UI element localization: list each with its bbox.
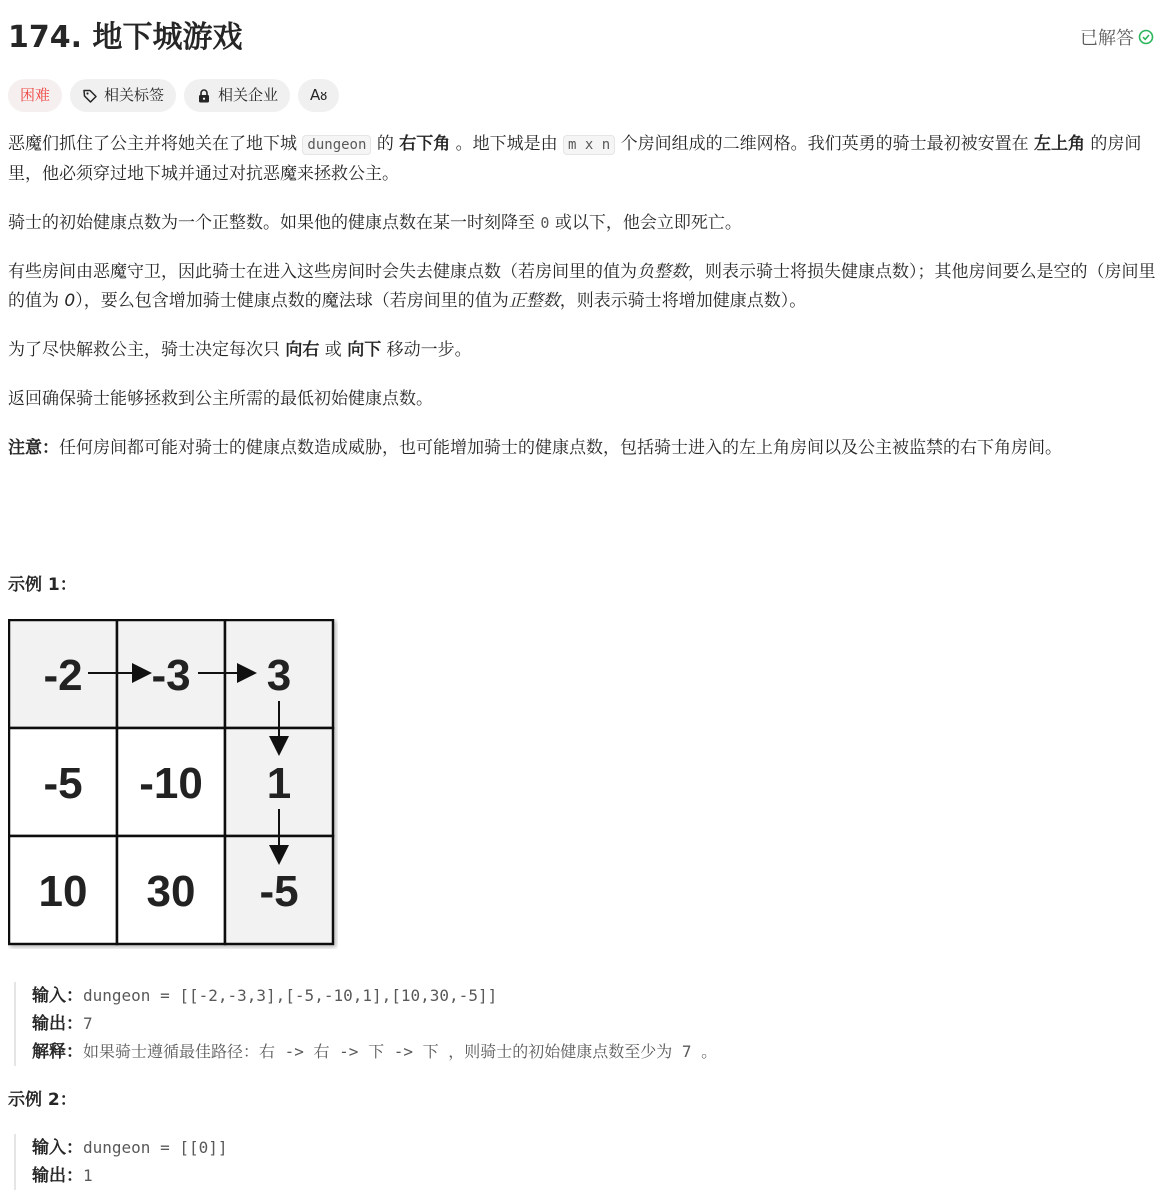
example-2-io [14,1134,228,1190]
example-1-explanation: 解释：如果骑士遵循最佳路径：右 -> 右 -> 下 -> 下 ，则骑士的初始健康点数至少为 7 。 [32,1042,718,1062]
grid-cell-value: 30 [146,867,196,916]
grid-cell-value: -2 [43,651,83,700]
grid-cell-value: -10 [139,759,203,808]
example-1-title: 示例 1： [8,575,77,595]
grid-cell-value: 3 [266,651,292,700]
related-companies-button[interactable] [184,79,290,112]
example-1-io [14,982,717,1066]
grid-cell-value: -5 [43,759,83,808]
example-2-title: 示例 2： [8,1090,77,1110]
example-1-input: 输入：dungeon = [[-2,-3,3],[-5,-10,1],[10,30,-5]] [32,986,498,1006]
grid-cell-value: 10 [38,867,88,916]
grid-cell-value: -3 [151,651,191,700]
inline-code-dungeon: dungeon [302,135,371,155]
lock-icon [196,88,212,104]
paragraph-1: 恶魔们抓住了公主并将她关在了地下城 dungeon 的 右下角 。地下城是由 m x n 个房间组成的二维网格。我们英勇的骑士最初被安置在 左上角 的房间里，他必须穿过地下城并通过对抗恶魔来拯救公主。 [8,134,1142,184]
solved-label: 已解答 [1080,28,1134,49]
tag-bar [8,79,339,112]
translate-icon: Aᴕ [310,86,328,104]
check-circle-icon [1138,29,1154,45]
related-tags-label: 相关标签 [104,86,165,104]
paragraph-3: 有些房间由恶魔守卫，因此骑士在进入这些房间时会失去健康点数（若房间里的值为负整数，则表示骑士将损失健康点数）；其他房间要么是空的（房间里的值为 0），要么包含增加骑士健康点数的魔法球（若房间里的值为正整数，则表示骑士将增加健康点数）。 [8,262,1156,311]
paragraph-4: 为了尽快解救公主，骑士决定每次只 向右 或 向下 移动一步。 [8,340,472,360]
example-1-output: 输出：7 [32,1014,93,1034]
tag-icon [82,88,98,104]
difficulty-label: 困难 [20,86,51,104]
example-2-output: 输出：1 [32,1166,93,1186]
solved-status [1080,24,1154,50]
related-tags-button[interactable] [70,79,176,112]
difficulty-badge[interactable] [8,79,62,112]
paragraph-5: 返回确保骑士能够拯救到公主所需的最低初始健康点数。 [8,389,433,409]
page-title: 174. 地下城游戏 [8,20,243,55]
dungeon-grid-figure [8,619,338,949]
example-2-input: 输入：dungeon = [[0]] [32,1138,228,1158]
inline-code-mxn: m x n [563,135,615,155]
related-companies-label: 相关企业 [218,86,279,104]
paragraph-2: 骑士的初始健康点数为一个正整数。如果他的健康点数在某一时刻降至 0 或以下，他会立即死亡。 [8,213,742,233]
translate-button[interactable] [298,79,339,112]
grid-cell-value: 1 [266,759,292,808]
paragraph-6: 注意：任何房间都可能对骑士的健康点数造成威胁，也可能增加骑士的健康点数，包括骑士进入的左上角房间以及公主被监禁的右下角房间。 [8,438,1062,458]
problem-description [8,130,1158,483]
grid-cell-value: -5 [259,867,299,916]
